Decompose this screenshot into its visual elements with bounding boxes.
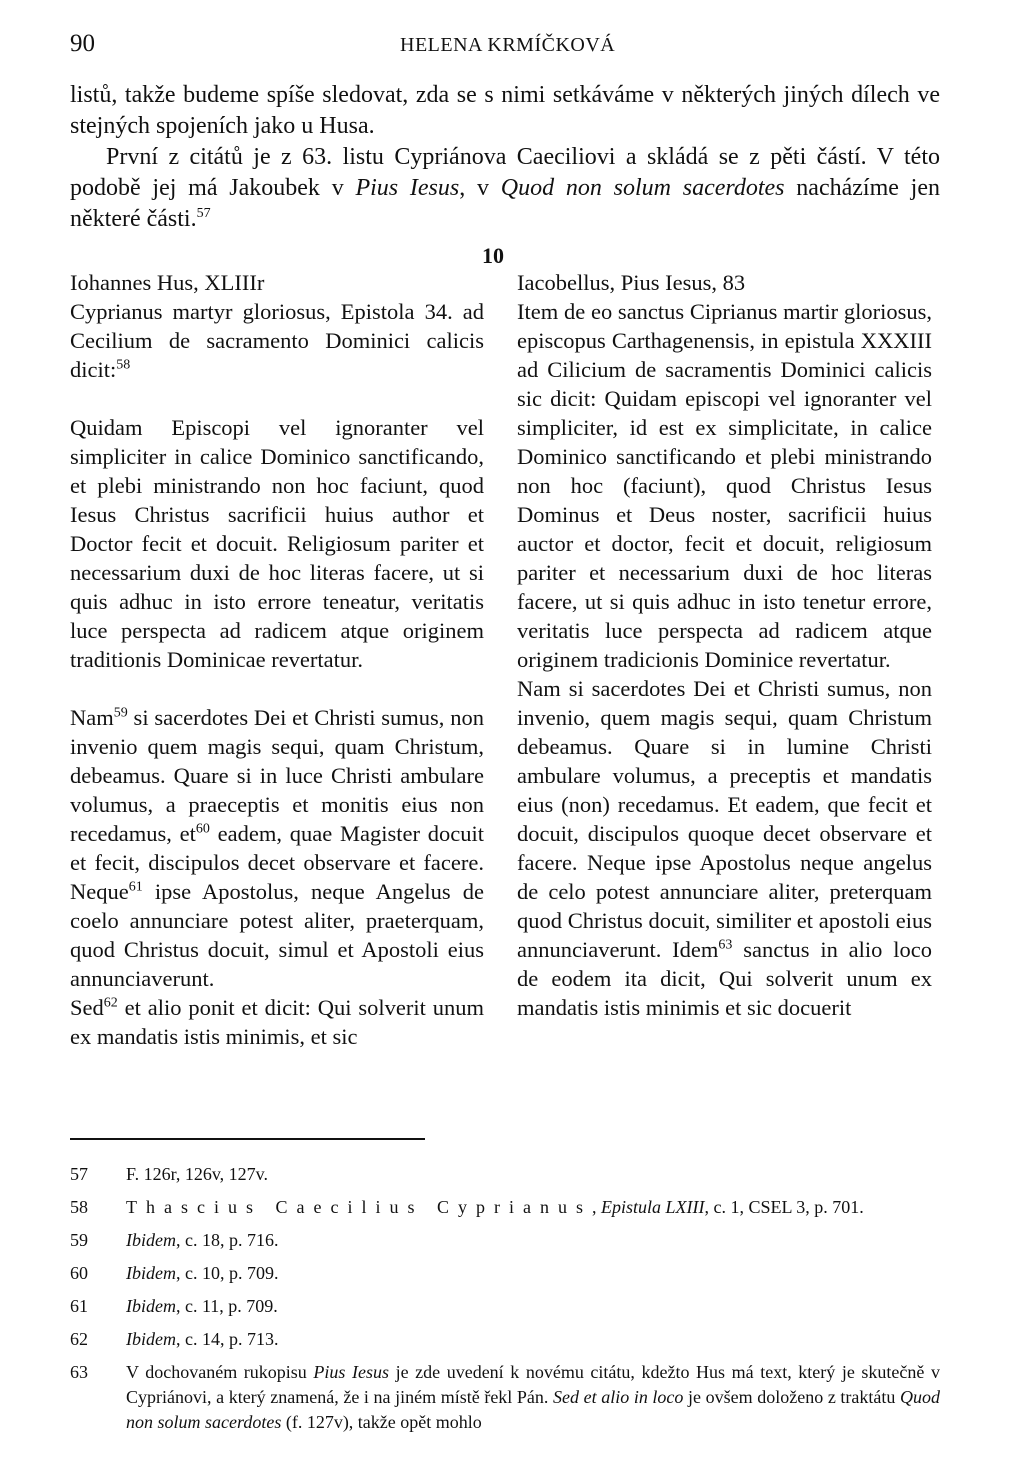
- footnote-ref: 62: [103, 995, 118, 1011]
- footnote-ref: 57: [196, 206, 211, 221]
- intro-paragraph-2: První z citátů je z 63. listu Cypriánova Caeciliovi a skládá se z pěti částí. V této podobě jej má Jakoubek v Pius Iesus, v Quod non solum sacerdotes nacházíme jen některé části.$^{57}$: [70, 144, 940, 232]
- left-source-line: Cyprianus martyr gloriosus, Epistola 34. ad Cecilium de sacramento Dominici calicis dicit:$^{58}$: [70, 299, 484, 382]
- footnote: 57 F. 126r, 126v, 127v.: [70, 1164, 269, 1184]
- footnote: 59 Ibidem, c. 18, p. 716.: [70, 1230, 279, 1250]
- footnote-ref: 63: [718, 937, 733, 953]
- left-paragraph-2: Nam$^{59}$ si sacerdotes Dei et Christi sumus, non invenio quem magis sequi, quam Christum, debeamus. Quare si in luce Christi ambulare volumus, a praeceptis et monitis eius non recedamus, $et^{60}$ eadem, quae Magister docuit et fecit, discipulos decet observare et facere. Neque$^{61}$ ipse Apostolus, neque Angelus de coelo annunciare potest aliter, praeterquam, quod Christus docuit, simul et Apostoli eius annunciaverunt.: [70, 705, 484, 991]
- right-paragraph-1: Item de eo sanctus Ciprianus martir gloriosus, episcopus Carthagenensis, in epistula XXXIII ad Cilicium de sacramentis Dominici calicis sic dicit: Quidam episcopi vel ignoranter vel simpliciter, id est ex simplicitate, in calice Dominico sanctificando et plebi ministrando non hoc (faciunt), quod Christus Iesus Dominus et Deus noster, sacrificii huius auctor et doctor, fecit et docuit, religiosum pariter et necessarium duxi de hoc literas facere, ut si quis adhuc in isto tenetur errore, veritatis luce perspecta ad radicem atque originem tradicionis Dominice revertatur.: [517, 299, 932, 672]
- left-paragraph-3: Sed$^{62}$ et alio ponit et dicit: Qui solverit unum ex mandatis istis minimis, et sic: [70, 995, 484, 1049]
- footnote-ref: 60: [195, 821, 210, 837]
- running-head: HELENA KRMÍČKOVÁ: [400, 34, 616, 56]
- footnote-ref: 61: [128, 879, 143, 895]
- left-paragraph-1: Quidam Episcopi vel ignoranter vel simpliciter in calice Dominico sanctificando, et plebi ministrando non hoc faciunt, quod Iesus Christus sacrificii huius author et Doctor fecit et docuit. Religiosum pariter et necessarium duxi de hoc literas facere, ut si quis adhuc in isto errore teneatur, veritatis luce perspecta ad radicem atque originem traditionis Dominicae revertatur.: [70, 415, 484, 672]
- footnote: 58 Thascius Caecilius Cyprianus, Epistula LXIII, c. 1, CSEL 3, p. 701.: [70, 1197, 864, 1217]
- footnotes: [70, 1162, 940, 1435]
- intro-paragraph-1: listů, takže budeme spíše sledovat, zda se s nimi setkáváme v některých jiných dílech ve stejných spojeních jako u Husa.: [70, 82, 940, 139]
- page-number: 90: [70, 30, 95, 57]
- footnote-rule: [70, 1138, 425, 1140]
- footnote-ref: 58: [116, 357, 131, 373]
- footnote: 62 Ibidem, c. 14, p. 713.: [70, 1329, 279, 1349]
- footnote-ref: 59: [113, 705, 128, 721]
- right-column-heading: Iacobellus, Pius Iesus, 83: [517, 270, 746, 295]
- footnote: 61 Ibidem, c. 11, p. 709.: [70, 1296, 278, 1316]
- footnote: 63 V dochovaném rukopisu Pius Iesus je zde uvedení k novému citátu, kdežto Hus má text, který je skutečně v Cypriánovi, a který znamená, že i na jiném místě řekl Pán. Sed et alio in loco je ovšem doloženo z traktátu Quod non solum sacerdotes (f. 127v), takže opět mohlo: [70, 1362, 940, 1432]
- intro-text: [70, 80, 940, 235]
- section-number: 10: [482, 243, 504, 268]
- left-column: [70, 268, 484, 1051]
- right-paragraph-2: Nam si sacerdotes Dei et Christi sumus, non invenio, quem magis sequi, quam Christum debeamus. Quare si in lumine Christi ambulare volumus, a preceptis et mandatis eius (non) recedamus. Et eadem, que fecit et docuit, discipulos quoque decet observare et facere. Neque ipse Apostolus neque angelus de celo potest annunciare aliter, preterquam quod Christus docuit, similiter et apostoli eius annunciaverunt. Idem$^{63}$ sanctus in alio loco de eodem ita dicit, Qui solverit unum ex mandatis istis minimis et sic docuerit: [517, 676, 933, 1020]
- left-column-heading: Iohannes Hus, XLIIIr: [70, 270, 265, 295]
- right-column: [517, 268, 932, 1022]
- footnote: 60 Ibidem, c. 10, p. 709.: [70, 1263, 279, 1283]
